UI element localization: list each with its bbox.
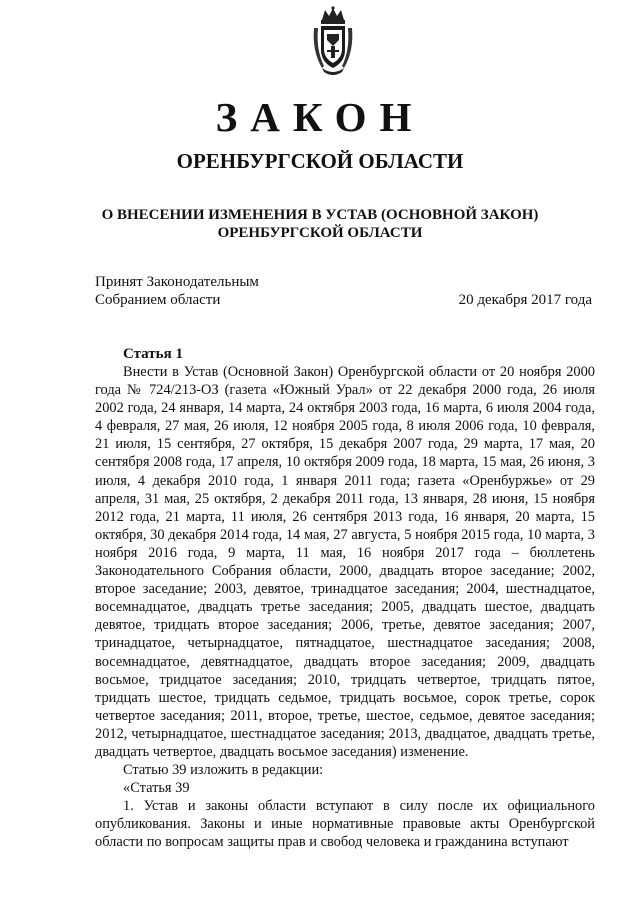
orenburg-coat-of-arms-icon (310, 6, 356, 76)
law-title: ЗАКОН (215, 94, 425, 140)
article-paragraph-3: «Статья 39 (123, 780, 190, 797)
article-paragraph-1: Внести в Устав (Основной Закон) Оренбургской области от 20 ноября 2000 года № 724/213-ОЗ (газета «Южный Урал» от 22 декабря 2000 года, 26 июля 2002 года, 24 января, 14 марта, 24 октября 2003 года, 16 марта, 6 июля 2004 года, 4 февраля, 27 мая, 26 июля, 12 ноября 2005 года, 8 июля 2006 года, 10 февраля, 21 июля, 15 сентября, 27 октября, 15 декабря 2007 года, 29 марта, 17 мая, 20 сентября 2008 года, 17 апреля, 10 октября 2009 года, 18 марта, 15 мая, 26 июня, 3 июля, 4 декабря 2010 года, 1 января 2011 года; газета «Оренбуржье» от 29 апреля, 31 мая, 25 октября, 2 декабря 2011 года, 13 января, 28 июня, 15 ноября 2012 года, 21 марта, 11 июля, 26 сентября 2013 года, 16 января, 20 марта, 15 октября, 30 декабря 2014 года, 14 мая, 27 августа, 5 ноября 2015 года, 10 марта, 3 ноября 2016 года, 9 марта, 11 мая, 16 ноября 2017 года – бюллетень Законодательного Собрания области, 2000, двадцать второе заседание; 2002, второе заседание; 2003, девятое, тринадцатое заседания; 2004, шестнадцатое, восемнадцатое, двадцать третье заседания; 2005, двадцать шестое, двадцать девятое, тридцать второе заседания; 2006, третье, девятое заседания; 2007, тринадцатое, четырнадцатое, пятнадцатое, шестнадцатое заседания; 2008, восемнадцатое, девятнадцатое, двадцать второе заседания; 2009, двадцать восьмое, тридцатое заседания; 2010, тридцать четвертое, тридцать пятое, тридцать шестое, тридцать седьмое, тридцать восьмое, сорок третье, сорок четвертое заседания; 2011, второе, третье, шестое, седьмое, девятое заседания; 2012, четырнадцатое, шестнадцатое заседания; 2013, двадцатое, двадцать третье, двадцать четвертое, двадцать восьмое заседания) изменение. (95, 364, 595, 760)
law-heading-line2: ОРЕНБУРГСКОЙ ОБЛАСТИ (217, 225, 423, 241)
adoption-line1: Принят Законодательным (95, 274, 259, 290)
region-subtitle: ОРЕНБУРГСКОЙ ОБЛАСТИ (176, 149, 464, 173)
law-heading (0, 206, 640, 242)
adoption-date: 20 декабря 2017 года (458, 292, 592, 308)
adoption-note (95, 273, 259, 309)
article-body (95, 363, 595, 852)
article-paragraph-2: Статью 39 изложить в редакции: (123, 762, 324, 779)
law-heading-line1: О ВНЕСЕНИИ ИЗМЕНЕНИЯ В УСТАВ (ОСНОВНОЙ ЗАКОН) (101, 207, 539, 223)
article-paragraph-4: 1. Устав и законы области вступают в силу после их официального опубликования. Законы и иные нормативные правовые акты Оренбургской области по вопросам защиты прав и свобод человека и гражданина вступают (95, 798, 595, 851)
adoption-line2: Собранием области (95, 292, 221, 308)
article-title: Статья 1 (123, 346, 183, 362)
